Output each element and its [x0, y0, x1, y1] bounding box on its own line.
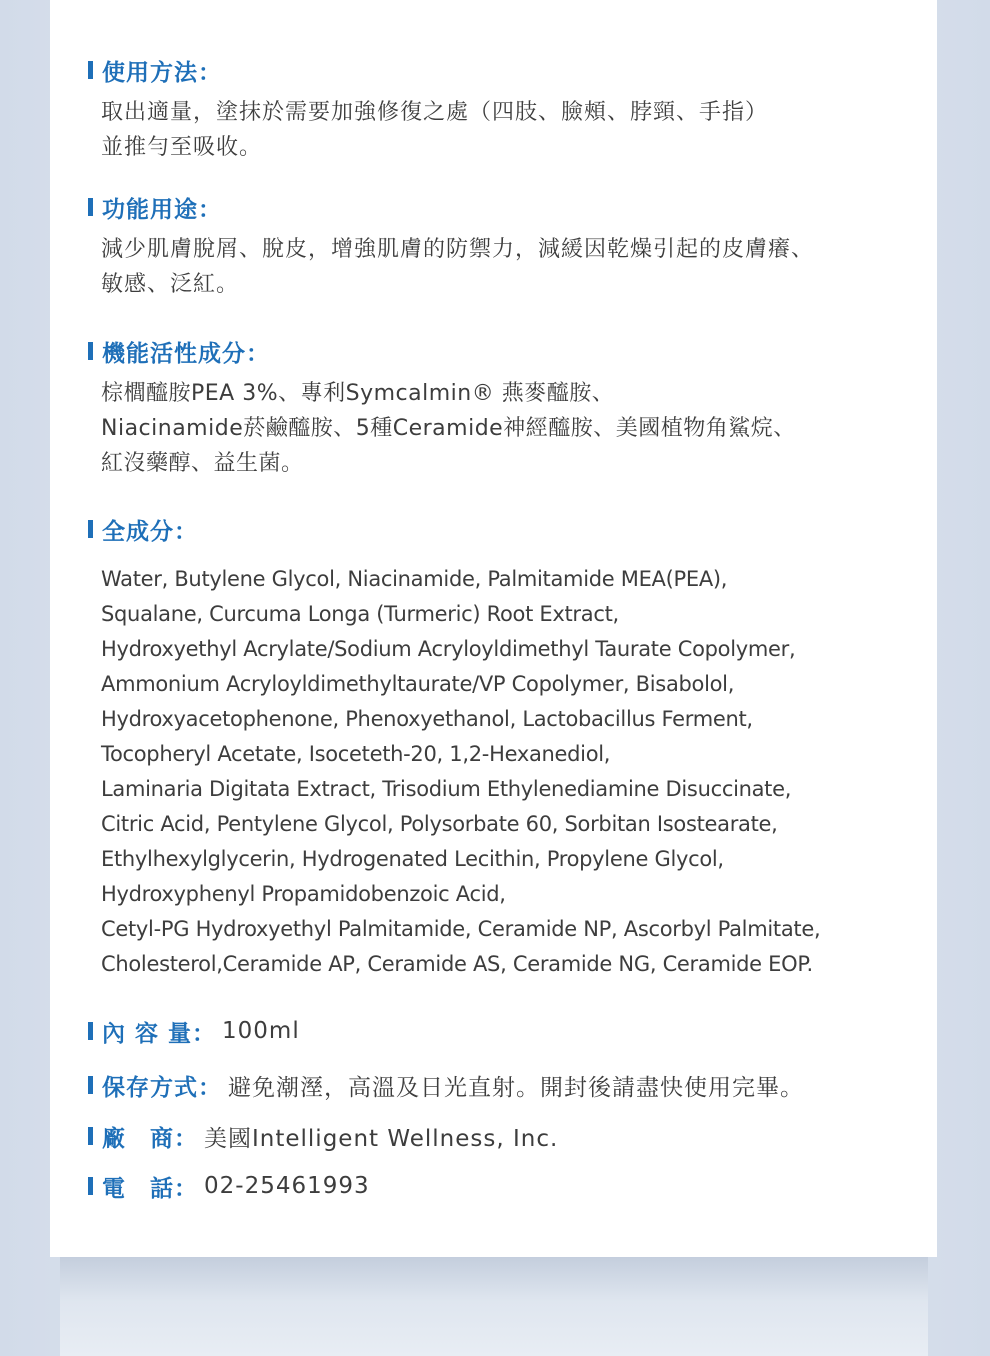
manufacturer-title: 廠 商：	[102, 1125, 198, 1152]
actives-text	[101, 376, 918, 481]
usage-text	[101, 95, 918, 165]
info-card	[50, 0, 937, 1257]
ingredients-line: Cetyl-PG Hydroxyethyl Palmitamide, Ceramide NP, Ascorbyl Palmitate,	[101, 917, 821, 941]
ingredients-title: 全成分：	[102, 518, 198, 545]
section-marker	[88, 1076, 93, 1094]
storage-value: 避免潮溼，高溫及日光直射。開封後請盡快使用完畢。	[228, 1074, 804, 1101]
phone-value: 02-25461993	[204, 1173, 370, 1199]
ingredients-line: Hydroxyacetophenone, Phenoxyethanol, Lactobacillus Ferment,	[101, 707, 753, 731]
volume-title: 內 容 量：	[102, 1020, 217, 1047]
usage-title: 使用方法：	[102, 59, 222, 86]
ingredients-line: Water, Butylene Glycol, Niacinamide, Palmitamide MEA(PEA),	[101, 567, 728, 591]
ingredients-line: Hydroxyphenyl Propamidobenzoic Acid,	[101, 882, 506, 906]
phone-section	[88, 1171, 918, 1201]
section-marker	[88, 1127, 93, 1145]
section-marker	[88, 61, 93, 79]
section-marker	[88, 198, 93, 216]
card-shadow	[60, 1257, 928, 1356]
function-line: 減少肌膚脫屑、脫皮，增強肌膚的防禦力，減緩因乾燥引起的皮膚癢、	[101, 237, 815, 262]
storage-section	[88, 1070, 918, 1100]
ingredients-line: Ammonium Acryloyldimethyltaurate/VP Copolymer, Bisabolol,	[101, 672, 735, 696]
actives-line: 紅沒藥醇、益生菌。	[101, 451, 304, 476]
usage-line: 並推勻至吸收。	[101, 135, 263, 160]
usage-line: 取出適量，塗抹於需要加強修復之處（四肢、臉頰、脖頸、手指）	[101, 100, 769, 125]
manufacturer-section	[88, 1121, 918, 1151]
ingredients-line: Citric Acid, Pentylene Glycol, Polysorbate 60, Sorbitan Isostearate,	[101, 812, 778, 836]
ingredients-line: Hydroxyethyl Acrylate/Sodium Acryloyldimethyl Taurate Copolymer,	[101, 637, 796, 661]
ingredients-section	[88, 514, 918, 982]
manufacturer-value: 美國Intelligent Wellness, Inc.	[204, 1125, 559, 1152]
ingredients-line: Laminaria Digitata Extract, Trisodium Ethylenediamine Disuccinate,	[101, 777, 792, 801]
function-section	[88, 192, 918, 302]
actives-section	[88, 336, 918, 481]
function-title: 功能用途：	[102, 196, 222, 223]
section-marker	[88, 520, 93, 538]
section-marker	[88, 1177, 93, 1195]
volume-value: 100ml	[222, 1018, 300, 1044]
phone-title: 電 話：	[102, 1175, 198, 1202]
section-marker	[88, 342, 93, 360]
actives-title: 機能活性成分：	[102, 340, 270, 367]
ingredients-line: Tocopheryl Acetate, Isoceteth-20, 1,2-Hexanediol,	[101, 742, 611, 766]
section-marker	[88, 1022, 93, 1040]
storage-title: 保存方式：	[102, 1074, 222, 1101]
ingredients-line: Cholesterol,Ceramide AP, Ceramide AS, Ceramide NG, Ceramide EOP.	[101, 952, 813, 976]
actives-line: 棕櫚醯胺PEA 3%、專利Symcalmin® 燕麥醯胺、	[101, 381, 615, 406]
ingredients-text	[101, 562, 918, 982]
usage-section	[88, 55, 918, 165]
function-line: 敏感、泛紅。	[101, 272, 240, 297]
function-text	[101, 232, 918, 302]
ingredients-line: Squalane, Curcuma Longa (Turmeric) Root Extract,	[101, 602, 619, 626]
volume-section	[88, 1016, 918, 1046]
actives-line: Niacinamide菸鹼醯胺、5種Ceramide神經醯胺、美國植物角鯊烷、	[101, 416, 796, 441]
ingredients-line: Ethylhexylglycerin, Hydrogenated Lecithin, Propylene Glycol,	[101, 847, 724, 871]
